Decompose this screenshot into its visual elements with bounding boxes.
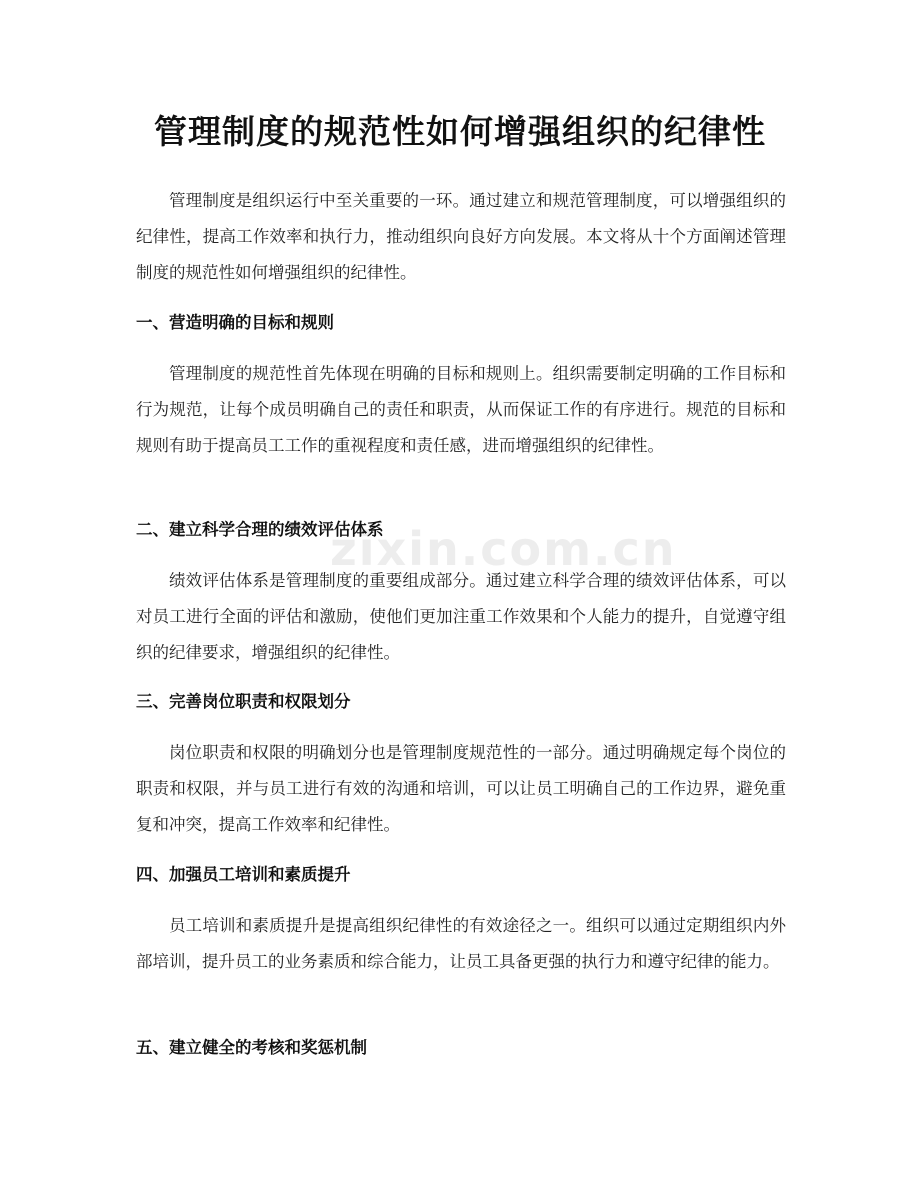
section-heading-4: 四、加强员工培训和素质提升 [136,865,351,884]
section-body-3: 岗位职责和权限的明确划分也是管理制度规范性的一部分。通过明确规定每个岗位的职责和权限，并与员工进行有效的沟通和培训，可以让员工明确自己的工作边界，避免重复和冲突，提高工作效率和纪律性。 [136,743,786,834]
page-title: 管理制度的规范性如何增强组织的纪律性 [154,112,766,151]
section-heading-5: 五、建立健全的考核和奖惩机制 [136,1038,367,1057]
section-body-2: 绩效评估体系是管理制度的重要组成部分。通过建立科学合理的绩效评估体系，可以对员工进行全面的评估和激励，使他们更加注重工作效果和个人能力的提升，自觉遵守组织的纪律要求，增强组织的纪律性。 [136,571,786,662]
intro-paragraph: 管理制度是组织运行中至关重要的一环。通过建立和规范管理制度，可以增强组织的纪律性，提高工作效率和执行力，推动组织向良好方向发展。本文将从十个方面阐述管理制度的规范性如何增强组织的纪律性。 [136,191,786,282]
section-body-4: 员工培训和素质提升是提高组织纪律性的有效途径之一。组织可以通过定期组织内外部培训，提升员工的业务素质和综合能力，让员工具备更强的执行力和遵守纪律的能力。 [136,916,786,971]
section-heading-2: 二、建立科学合理的绩效评估体系 [136,520,384,539]
section-heading-1: 一、营造明确的目标和规则 [136,313,334,332]
section-body-1: 管理制度的规范性首先体现在明确的目标和规则上。组织需要制定明确的工作目标和行为规范，让每个成员明确自己的责任和职责，从而保证工作的有序进行。规范的目标和规则有助于提高员工工作的重视程度和责任感，进而增强组织的纪律性。 [136,364,786,455]
watermark: zixin.com.cn [330,522,677,576]
section-heading-3: 三、完善岗位职责和权限划分 [136,692,351,711]
